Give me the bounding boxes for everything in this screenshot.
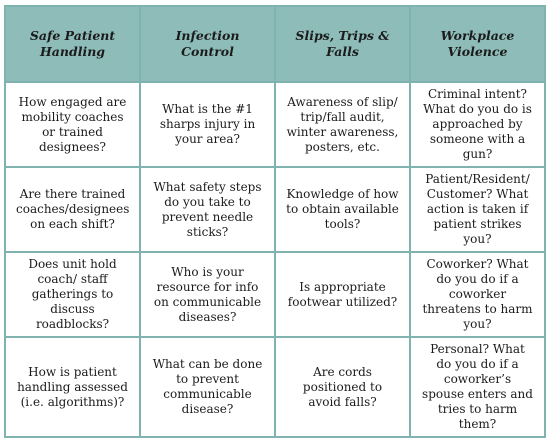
header-infection-control: Infection Control — [140, 6, 275, 82]
table-cell: Coworker? What do you do if a coworker threatens to harm you? — [410, 252, 545, 337]
table-cell: How is patient handling assessed (i.e. algorithms)? — [5, 337, 140, 437]
table-cell: How engaged are mobility coaches or trained designees? — [5, 82, 140, 167]
table-row — [5, 82, 545, 167]
table-cell: Criminal intent? What do you do is approached by someone with a gun? — [410, 82, 545, 167]
header-slips-trips-falls: Slips, Trips & Falls — [275, 6, 410, 82]
table-cell: Is appropriate footwear utilized? — [275, 252, 410, 337]
table-cell: What is the #1 sharps injury in your area? — [140, 82, 275, 167]
table-cell: Are cords positioned to avoid falls? — [275, 337, 410, 437]
safety-topics-table — [4, 5, 546, 438]
table-cell: Does unit hold coach/ staff gatherings to discuss roadblocks? — [5, 252, 140, 337]
header-safe-patient-handling: Safe Patient Handling — [5, 6, 140, 82]
table-cell: Are there trained coaches/designees on each shift? — [5, 167, 140, 252]
table-cell: Patient/Resident/ Customer? What action is taken if patient strikes you? — [410, 167, 545, 252]
table-cell: Who is your resource for info on communicable diseases? — [140, 252, 275, 337]
table-cell: Personal? What do you do if a coworker’s spouse enters and tries to harm them? — [410, 337, 545, 437]
table-cell: What safety steps do you take to prevent needle sticks? — [140, 167, 275, 252]
table-row — [5, 252, 545, 337]
header-row — [5, 6, 545, 82]
header-workplace-violence: Workplace Violence — [410, 6, 545, 82]
table-cell: Awareness of slip/ trip/fall audit, winter awareness, posters, etc. — [275, 82, 410, 167]
table-row — [5, 337, 545, 437]
table-cell: Knowledge of how to obtain available tools? — [275, 167, 410, 252]
table-cell: What can be done to prevent communicable disease? — [140, 337, 275, 437]
table-row — [5, 167, 545, 252]
safety-grid — [4, 5, 546, 431]
